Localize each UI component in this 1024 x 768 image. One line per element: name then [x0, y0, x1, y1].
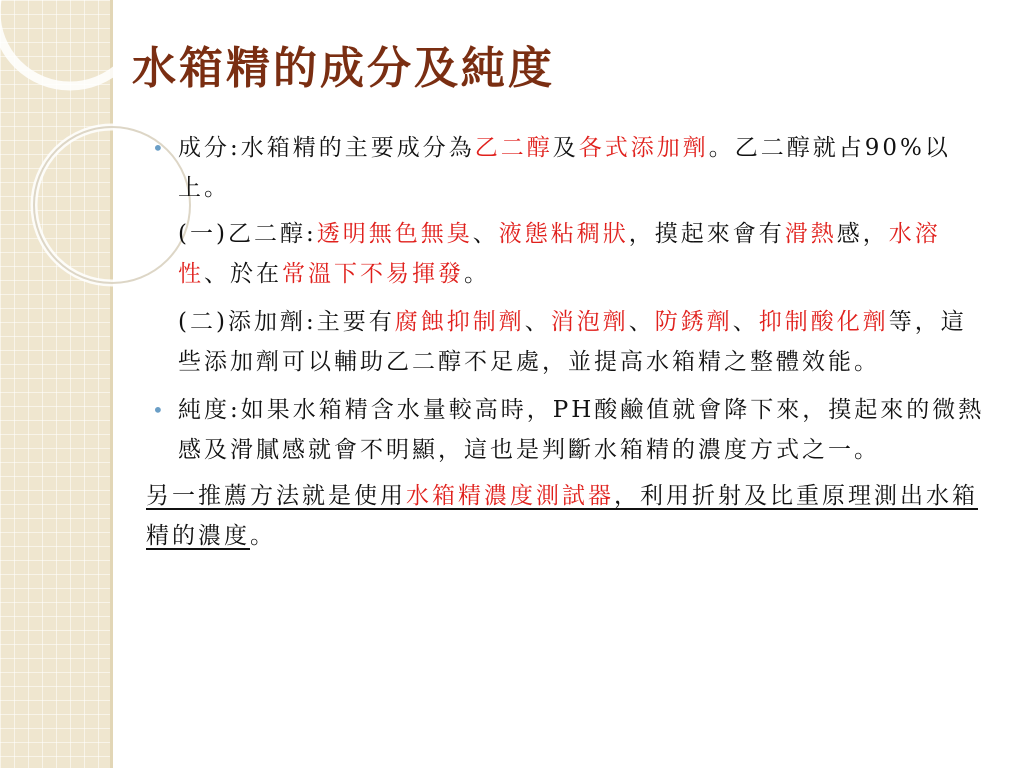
- glycol-text-3: 、於在: [204, 261, 282, 287]
- paragraph-additives: [150, 302, 990, 382]
- additives-sep-2: 、: [628, 309, 655, 335]
- bullet-dot-icon: •: [152, 136, 167, 160]
- highlight-antioxidant: 抑制酸化劑: [758, 309, 889, 335]
- highlight-viscous: 液態粘稠狀: [498, 221, 629, 247]
- glycol-label: (一)乙二醇:: [178, 221, 317, 247]
- paragraph-ethylene-glycol: [150, 214, 990, 294]
- highlight-defoamer: 消泡劑: [550, 309, 629, 335]
- recommend-period: 。: [250, 523, 276, 549]
- paragraph-recommendation: [146, 476, 990, 556]
- purity-label: 純度:: [178, 397, 241, 423]
- highlight-additives: 各式添加劑: [578, 135, 709, 161]
- additives-sep-1: 、: [524, 309, 551, 335]
- recommend-text-2: ，利用折射及比重原理測出水箱精的濃度: [146, 483, 978, 549]
- highlight-corrosion-inhibitor: 腐蝕抑制劑: [394, 309, 525, 335]
- bullet-dot-icon: •: [152, 398, 167, 422]
- recommend-text-1: 另一推薦方法就是使用: [146, 483, 406, 509]
- highlight-transparent: 透明無色無臭: [316, 221, 473, 247]
- additives-text-1: 主要有: [316, 309, 395, 335]
- glycol-text-2: 感，: [836, 221, 889, 247]
- highlight-ethylene-glycol: 乙二醇: [474, 135, 553, 161]
- composition-text: 水箱精的主要成分為: [240, 135, 475, 161]
- slide-content: [146, 128, 990, 556]
- highlight-slippery-warm: 滑熱: [784, 221, 837, 247]
- additives-label: (二)添加劑:: [178, 309, 317, 335]
- glycol-text-4: 。: [464, 261, 490, 287]
- glycol-sep-1: 、: [472, 221, 499, 247]
- highlight-water-soluble: 水溶性: [178, 221, 941, 287]
- additives-sep-3: 、: [732, 309, 759, 335]
- composition-tail: 。乙二醇就占90%以上。: [178, 135, 951, 201]
- bullet-purity: [150, 390, 990, 470]
- page-title: 水箱精的成分及純度: [132, 43, 555, 94]
- composition-and: 及: [552, 135, 579, 161]
- purity-text: 如果水箱精含水量較高時，PH酸鹼值就會降下來，摸起來的微熱感及滑膩感就會不明顯，這也是判斷水箱精的濃度方式之一。: [178, 397, 985, 463]
- composition-label: 成分:: [178, 135, 241, 161]
- highlight-rust-inhibitor: 防銹劑: [654, 309, 733, 335]
- bullet-composition: [150, 128, 990, 208]
- glycol-text-1: ，摸起來會有: [628, 221, 785, 247]
- additives-text-2: 等，這些添加劑可以輔助乙二醇不足處，並提高水箱精之整體效能。: [178, 309, 967, 375]
- highlight-not-volatile: 常溫下不易揮發: [282, 261, 464, 287]
- highlight-tester: 水箱精濃度測試器: [406, 483, 614, 509]
